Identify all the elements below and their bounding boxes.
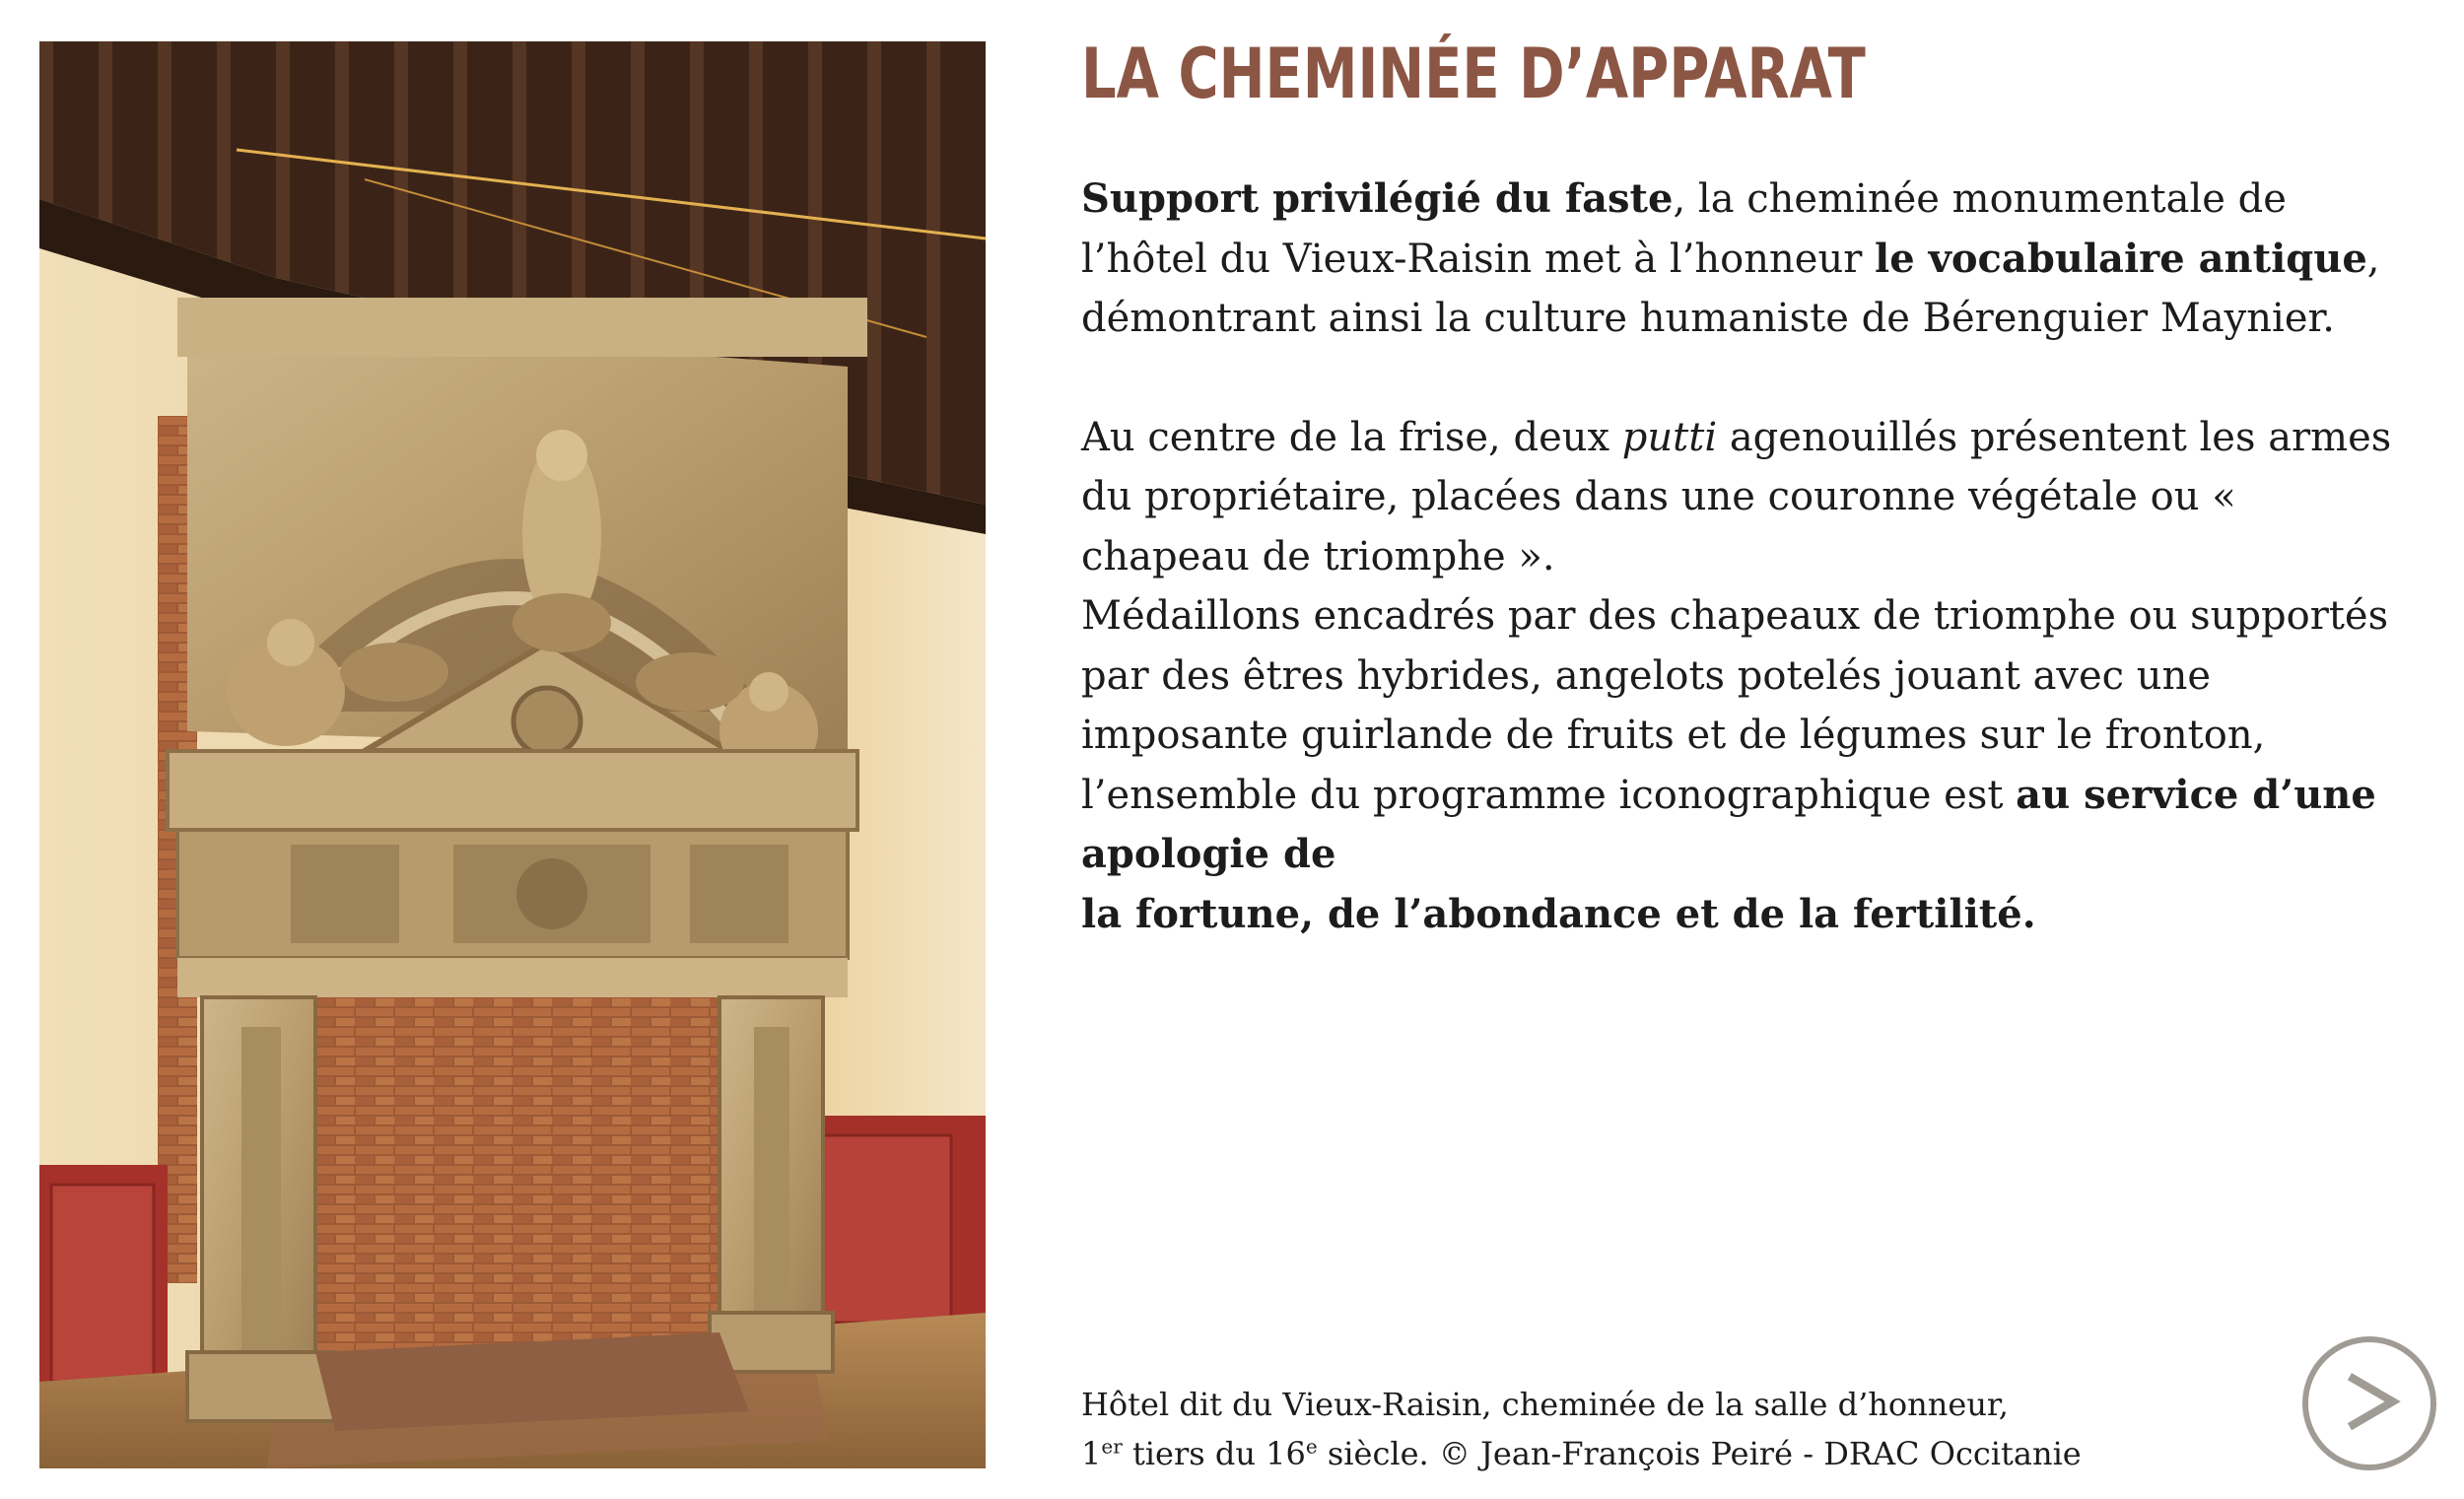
- caption-line-1: Hôtel dit du Vieux-Raisin, cheminée de la salle d’honneur,: [1081, 1386, 2009, 1423]
- text: Au centre de la frise, deux: [1081, 414, 1622, 460]
- ordinal-superscript: er: [1101, 1434, 1123, 1459]
- bold-text: le vocabulaire antique: [1875, 235, 2367, 282]
- paragraph-spacer: [1081, 349, 2392, 408]
- bold-text: Support privilégié du faste: [1081, 175, 1674, 222]
- text: siècle. © Jean-François Peiré - DRAC Occitanie: [1317, 1435, 2082, 1472]
- page-title: LA CHEMINÉE D’APPARAT: [1081, 34, 1866, 114]
- text: Médaillons encadrés par des chapeaux de triomphe ou supportés par des êtres hybrides, angelots potelés jouant avec une imposante guirlande de fruits et de légumes sur le fronton, l’ensemble du programme iconographique est: [1081, 593, 2389, 818]
- paragraph-frieze: [1081, 408, 2392, 587]
- description: [1081, 170, 2392, 944]
- ordinal: 1: [1081, 1435, 1102, 1472]
- text: tiers du 16: [1122, 1435, 1306, 1472]
- bold-text: au service d’une apologie de: [1081, 771, 2376, 877]
- chevron-right-icon: [2308, 1342, 2430, 1465]
- text: , démontrant ainsi la culture humaniste de Bérenguier Maynier.: [1081, 236, 2380, 341]
- century-superscript: e: [1305, 1434, 1318, 1459]
- paragraph-intro: [1081, 170, 2392, 349]
- fireplace-illustration: [39, 41, 986, 1468]
- bold-text: la fortune, de l’abondance et de la fertilité.: [1081, 890, 2036, 937]
- text: agenouillés présentent les armes du propriétaire, placées dans une couronne végétale ou « chapeau de triomphe ».: [1081, 414, 2392, 579]
- fireplace-photo: [39, 41, 986, 1468]
- photo-caption: [1081, 1380, 2165, 1478]
- next-button[interactable]: [2302, 1336, 2436, 1470]
- caption-line-2: [1081, 1429, 2165, 1478]
- italic-text: putti: [1621, 414, 1718, 460]
- paragraph-iconography: [1081, 586, 2392, 944]
- text: , la cheminée monumentale de l’hôtel du Vieux-Raisin met à l’honneur: [1081, 176, 2287, 282]
